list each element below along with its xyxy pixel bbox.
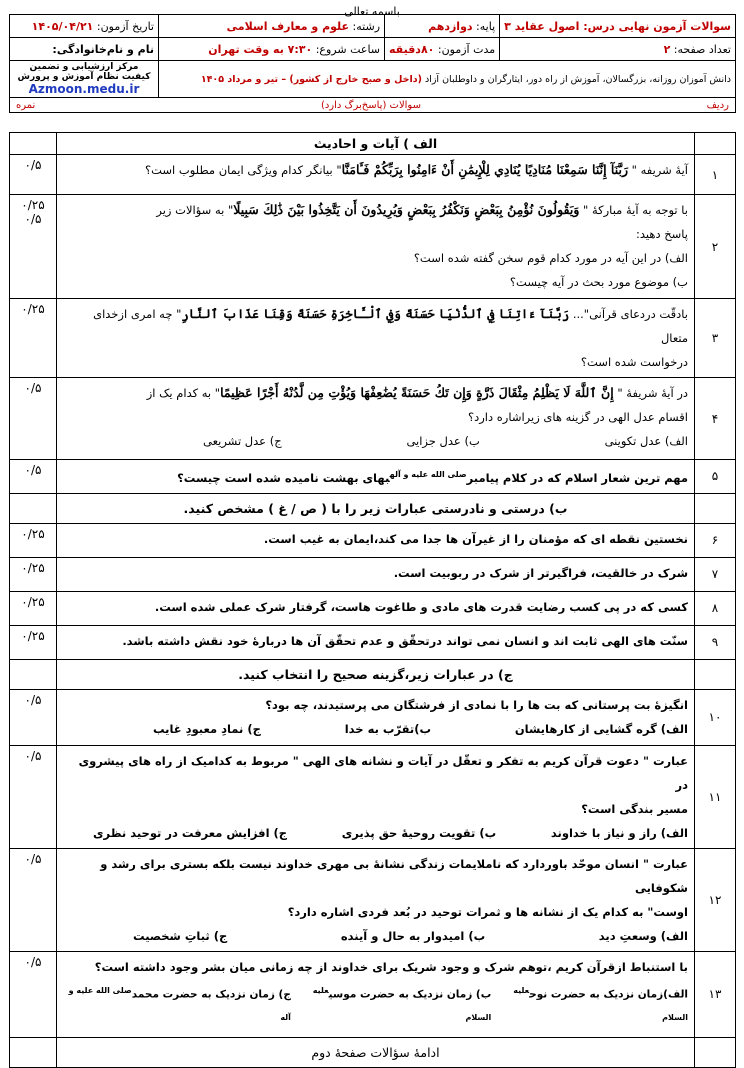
question-score: ۰/۲۵ (10, 523, 57, 557)
question-score: ۰/۵ (10, 689, 57, 745)
question-number: ۷ (695, 557, 736, 591)
question-number: ۱۱ (695, 745, 736, 848)
questions-column-label: سوالات (پاسخ‌برگ دارد) (320, 99, 421, 111)
question-score (10, 659, 57, 689)
question-11-options (63, 821, 688, 845)
section-b-title: ب) درستی و نادرستی عبارات زیر را با ( ص / غ ) مشخص کنید. (57, 493, 695, 523)
website-link[interactable]: Azmoon.medu.ir (28, 82, 140, 96)
exam-date: تاریخ آزمون: ۱۴۰۵/۰۴/۲۱ (10, 15, 159, 38)
question-4-options (63, 429, 688, 453)
column-header-bar (10, 98, 736, 113)
question-score: ۰/۲۵ (10, 557, 57, 591)
question-10-options (63, 717, 688, 741)
question-score: ۰/۵ (10, 951, 57, 1037)
students-description: دانش آموزان روزانه، بزرگسالان، آموزش از راه دور، ایثارگران و داوطلبان آزاد (داخل و صبح خارج از کشور) – تیر و مرداد ۱۴۰۵ (159, 61, 736, 98)
question-number (695, 133, 736, 155)
question-6: نخستین نقطه ای که مؤمنان را از غیرآن ها جدا می کند،ایمان به غیب است. (57, 523, 695, 557)
option-c[interactable]: ج) نمادِ معبودِ غایب (153, 721, 261, 736)
question-number (695, 659, 736, 689)
section-a-title: الف ) آیات و احادیث (57, 133, 695, 155)
section-c-title: ج) در عبارات زیر،گزینه صحیح را انتخاب کنید. (57, 659, 695, 689)
question-10: انگیزهٔ بت پرستانی که بت ها را با نمادی از فرشتگان می پرستیدند، چه بود؟ الف) گره گشایی از کارهایشان ب)تقرّب به خدا ج) نمادِ معبودِ غایب (57, 689, 695, 745)
question-number: ۸ (695, 591, 736, 625)
page-count: تعداد صفحه: ۲ (500, 38, 736, 61)
question-number: ۱۳ (695, 951, 736, 1037)
question-number: ۱۲ (695, 848, 736, 951)
question-9: سنّت های الهی ثابت اند و انسان نمی تواند درتحقّق و عدم تحقّق آن ها دربارهٔ خود نقش داشته باشد. (57, 625, 695, 659)
question-score: ۰/۵ (10, 848, 57, 951)
option-c[interactable]: ج) افزایش معرفت در توحید نظری (93, 825, 288, 840)
question-number (695, 1037, 736, 1067)
question-1: آیهٔ شریفه " رَبَّنَآ إِنَّنَا سَمِعْنَا مُنَادِيًا يُنَادِي لِلْإِيمَٰنِ أَنْ ءَامِنُوا بِرَبِّكُمْ فَـَٔامَنَّا" بیانگر کدام ویژگی ایمان مطلوب است؟ (57, 155, 695, 195)
question-score: ۰/۲۵ (10, 299, 57, 378)
start-time: ساعت شروع: ۷:۳۰ به وقت تهران (159, 38, 385, 61)
question-13-options (63, 979, 688, 1034)
question-13: با استنباط ازقرآن کریم ،توهم شرک و وجود شریک برای خداوند از چه زمانی میان بشر وجود داشته است؟ الف)زمان نزدیک به حضرت نوح$^{علیه السلام}$ ب) زمان نزدیک به حضرت موسی$^{علیه السلام}$ ج) زمان نزدیک به حضرت محمد$^{صلی الله علیه و آله}$ (57, 951, 695, 1037)
exam-header (9, 14, 736, 113)
field: رشته: علوم و معارف اسلامی (159, 15, 385, 38)
question-8: کسی که در پی کسب رضایت قدرت های مادی و طاغوت هاست، گرفتار شرک عملی شده است. (57, 591, 695, 625)
option-a[interactable]: الف) گره گشایی از کارهایشان (514, 721, 688, 736)
option-a[interactable]: الف) راز و نیاز با خداوند (550, 825, 688, 840)
option-b[interactable]: ب) عدل جزایی (406, 434, 480, 448)
question-3: بادقّت دردعای قرآنی"... رَبَّنَآ ءَاتِنَا فِي ٱلدُّنْيَا حَسَنَةً وَفِي ٱلْـَٔاخِرَةِ حَسَنَةً وَقِنَا عَذَابَ ٱلنَّارِ" چه امری ازخدای متعال درخواست شده است؟ (57, 299, 695, 378)
option-b[interactable]: ب) امیدوار به حال و آینده (340, 928, 486, 943)
question-number: ۶ (695, 523, 736, 557)
center-block (10, 61, 159, 98)
option-b[interactable]: ب) تقویت روحیهٔ حق پذیری (341, 825, 497, 840)
option-c[interactable]: ج) زمان نزدیک به حضرت محمد$^{صلی الله علیه و آله}$ (68, 985, 291, 1023)
question-number (695, 493, 736, 523)
question-2: با توجه به آیهٔ مبارکهٔ " وَيَقُولُونَ نُؤْمِنُ بِبَعْضٍ وَنَكْفُرُ بِبَعْضٍ وَيُرِيدُونَ أَن يَتَّخِذُوا بَيْنَ ذَٰلِكَ سَبِيلًا" به سؤالات زیر پاسخ دهید: الف) در این آیه در مورد کدام قوم سخن گفته شده است؟ ب) موضوع مورد بحث در آیه چیست؟ (57, 195, 695, 299)
option-c[interactable]: ج) ثباتِ شخصیت (133, 928, 228, 943)
question-number: ۳ (695, 299, 736, 378)
question-score (10, 133, 57, 155)
question-12: عبارت " انسان موحّد باوردارد که ناملایمات زندگی نشانهٔ بی مهری خداوند نیست بلکه بستری برای رشد و شکوفایی اوست" به کدام یک از نشانه ها و ثمرات توحید در بُعد فردی اشاره دارد؟ الف) وسعتِ دید ب) امیدوار به حال و آینده ج) ثباتِ شخصیت (57, 848, 695, 951)
exam-title: سوالات آزمون نهایی درس: اصول عقاید ۳ (500, 15, 736, 38)
grade: پایه: دوازدهم (385, 15, 500, 38)
question-5: مهم ترین شعار اسلام که در کلام پیامبر$^{صلی الله علیه و آله}$بهای بهشت نامیده شده است چیست؟ (57, 460, 695, 494)
option-a[interactable]: الف) عدل تکوینی (604, 434, 688, 448)
question-2-part-b: ب) موضوع مورد بحث در آیه چیست؟ (509, 275, 688, 289)
question-score: ۰/۵ (10, 460, 57, 494)
question-number: ۱ (695, 155, 736, 195)
questions-table (9, 132, 736, 1068)
question-12-options (63, 924, 688, 948)
question-number: ۴ (695, 378, 736, 460)
score-column-label: نمره (16, 99, 36, 111)
option-a[interactable]: الف)زمان نزدیک به حضرت نوح$^{علیه السلام}$ (513, 985, 688, 1023)
duration: مدت آزمون: ۸۰دقیقه (385, 38, 500, 61)
question-number: ۵ (695, 460, 736, 494)
question-number: ۲ (695, 195, 736, 299)
question-2-part-a: الف) در این آیه در مورد کدام قوم سخن گفته شده است؟ (413, 251, 688, 265)
center-name: مرکز ارزشیابی و تضمین کیفیت نظام آموزش و پرورش (17, 62, 151, 82)
question-11: عبارت " دعوت قرآن کریم به تفکر و تعقّل در آیات و نشانه های الهی " مربوط به کدامیک از راه های پیشروی در مسیر بندگی است؟ الف) راز و نیاز با خداوند ب) تقویت روحیهٔ حق پذیری ج) افزایش معرفت در توحید نظری (57, 745, 695, 848)
option-b[interactable]: ب) زمان نزدیک به حضرت موسی$^{علیه السلام}$ (312, 985, 492, 1023)
question-score: ۰/۲۵ ۰/۵ (10, 195, 57, 299)
question-score (10, 493, 57, 523)
question-score: ۰/۵ (10, 745, 57, 848)
page-top-heading: باسمه تعالی (344, 5, 400, 18)
question-score: ۰/۵ (10, 378, 57, 460)
option-c[interactable]: ج) عدل تشریعی (203, 434, 282, 448)
question-4: در آیهٔ شریفهٔ " إِنَّ ٱللَّهَ لَا يَظْلِمُ مِثْقَالَ ذَرَّةٍ وَإِن تَكُ حَسَنَةً يُضَٰعِفْهَا وَيُؤْتِ مِن لَّدُنْهُ أَجْرًا عَظِيمًا" به کدام یک از اقسام عدل الهی در گزینه های زیراشاره دارد؟ الف) عدل تکوینی ب) عدل جزایی ج) عدل تشریعی (57, 378, 695, 460)
question-number: ۱۰ (695, 689, 736, 745)
question-score: ۰/۵ (10, 155, 57, 195)
option-a[interactable]: الف) وسعتِ دید (598, 928, 688, 943)
question-score: ۰/۲۵ (10, 591, 57, 625)
question-7: شرک در خالقیت، فراگیرتر از شرک در ربوبیت است. (57, 557, 695, 591)
student-name-field[interactable]: نام و نام‌خانوادگی: (10, 38, 159, 61)
question-score: ۰/۲۵ (10, 625, 57, 659)
question-score (10, 1037, 57, 1067)
continuation-note: ادامهٔ سؤالات صفحهٔ دوم (57, 1037, 695, 1067)
question-number: ۹ (695, 625, 736, 659)
option-b[interactable]: ب)تقرّب به خدا (344, 721, 432, 736)
row-column-label: ردیف (706, 99, 729, 111)
